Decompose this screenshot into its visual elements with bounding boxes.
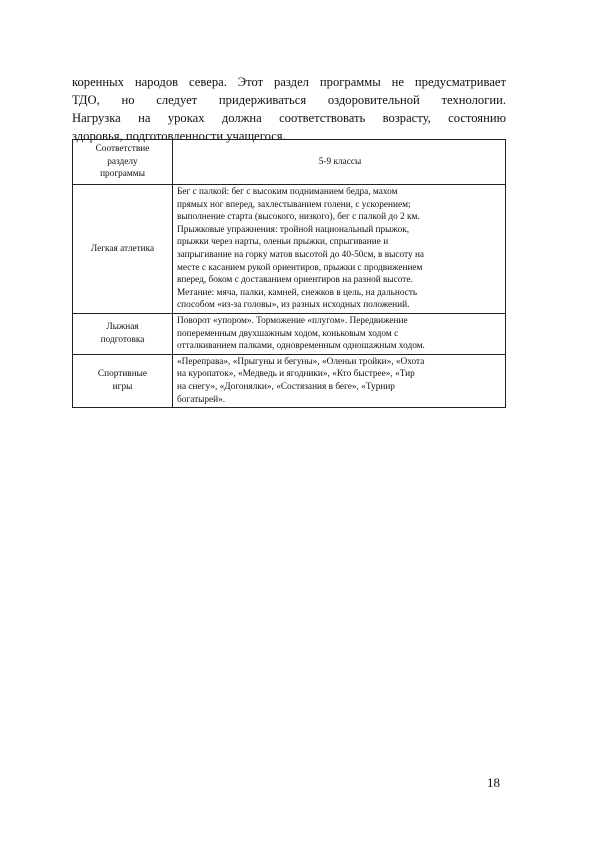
- row-content-line: прыжки через нарты, оленьи прыжки, спрыгивание и: [177, 237, 389, 248]
- intro-line: коренных народов севера. Этот раздел программы не предусматривает: [72, 75, 506, 89]
- intro-paragraph: [72, 73, 506, 145]
- row-content-line: Метание: мяча, палки, камней, снежков в цель, на дальность: [177, 287, 418, 298]
- row-content-line: вперед, боком с доставанием ориентиров на разной высоте.: [177, 275, 413, 286]
- table-row: [73, 354, 506, 407]
- row-content-line: выполнение старта (высокого, низкого), бег с палкой до 2 км.: [177, 212, 420, 223]
- row-content-line: запрыгивание на горку матов высотой до 40-50см, в высоту на: [177, 249, 425, 260]
- row-section-cell: [73, 313, 173, 354]
- row-content-line: Бег с палкой: бег с высоким подниманием бедра, махом: [177, 187, 398, 197]
- page-number: 18: [487, 775, 500, 790]
- row-section-label: Легкая атлетика: [90, 243, 155, 254]
- intro-line: здоровья, подготовленности учащегося.: [72, 129, 286, 143]
- row-content-line: Прыжковые упражнения: тройной национальный прыжок,: [177, 224, 410, 235]
- header-grades-cell: [173, 140, 506, 185]
- header-section-line: Соответствие: [95, 144, 150, 155]
- row-section-label: игры: [112, 381, 133, 392]
- header-section-line: программы: [100, 169, 145, 180]
- row-content-line: попеременным двухшажным ходом, коньковым ходом с: [177, 328, 399, 339]
- table-header-row: [73, 140, 506, 185]
- row-content-line: способом «из-за головы», из разных исходных положений.: [177, 300, 410, 311]
- row-section-label: подготовка: [100, 334, 145, 345]
- row-content-line: прямых ног вперед, захлестыванием голени, с ускорением;: [177, 199, 411, 210]
- row-content-line: богатырей».: [177, 394, 226, 405]
- row-content-line: месте с касанием рукой ориентиров, прыжки с продвижением: [177, 262, 423, 273]
- row-content-line: отталкиванием палками, одновременным одношажным ходом.: [177, 341, 425, 352]
- row-section-cell: [73, 354, 173, 407]
- row-content-line: «Переправа», «Прыгуны и бегуны», «Оленьи тройки», «Охота: [177, 356, 425, 367]
- row-section-label: Лыжная: [106, 322, 139, 333]
- row-content-cell: [173, 185, 506, 314]
- program-table: [72, 139, 506, 408]
- header-section-line: разделу: [107, 156, 138, 167]
- header-grades-label: 5-9 классы: [318, 156, 362, 167]
- row-section-label: Спортивные: [97, 369, 148, 380]
- row-content-line: на снегу», «Догонялки», «Состязания в беге», «Турнир: [177, 381, 395, 392]
- row-content-cell: [173, 354, 506, 407]
- row-section-cell: [73, 185, 173, 314]
- row-content-line: Поворот «упором». Торможение «плугом». Передвижение: [177, 315, 408, 326]
- row-content-line: на куропаток», «Медведь и ягодники», «Кто быстрее», «Тир: [177, 369, 415, 380]
- row-content-cell: [173, 313, 506, 354]
- header-section-cell: [73, 140, 173, 185]
- table-row: [73, 185, 506, 314]
- table-row: [73, 313, 506, 354]
- intro-line: Нагрузка на уроках должна соответствовать возрасту, состоянию: [72, 111, 506, 125]
- intro-line: ТДО, но следует придерживаться оздоровительной технологии.: [72, 93, 506, 107]
